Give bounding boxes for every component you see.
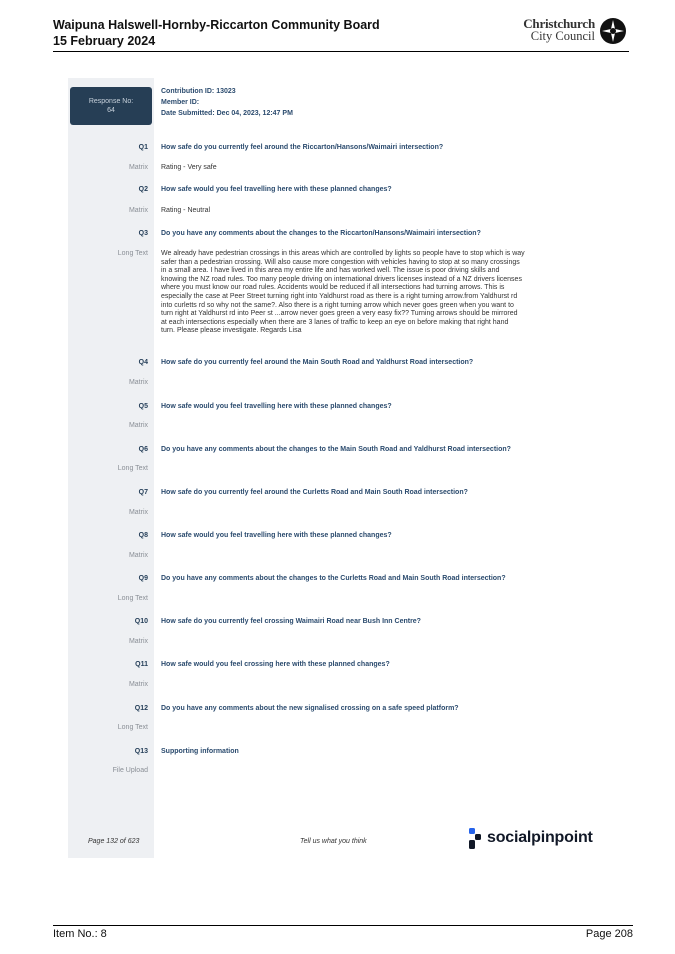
answer-line: turn. Please please investigate. Regards Lisa [161, 327, 302, 335]
question-text: Do you have any comments about the changes to the Riccarton/Hansons/Waimairi intersection? [161, 230, 481, 237]
page-footer [53, 925, 633, 942]
question-text: How safe would you feel crossing here with these planned changes? [161, 661, 390, 668]
socialpinpoint-logo [468, 827, 603, 851]
question-number: Q1 [138, 144, 148, 151]
response-label: Response No: [88, 98, 134, 105]
response-number: 64 [107, 107, 115, 114]
question-text: How safe do you currently feel around the Riccarton/Hansons/Waimairi intersection? [161, 144, 444, 151]
response-number-badge [70, 87, 152, 125]
question-number: Q8 [138, 532, 148, 539]
answer-type: Long Text [117, 595, 148, 602]
question-text: Supporting information [161, 748, 239, 755]
answer-line: knowing the NZ road rules. Too many people driving on international drivers licenses instead of a NZ drivers licenses [161, 275, 522, 283]
answer-value: Rating - Neutral [161, 207, 211, 214]
long-text-answer [161, 250, 591, 336]
answer-line: turn right at Yaldhurst rd into Peer st ...arrow never goes green a very easy fix?? Turning arrows should be mirrored [161, 310, 518, 318]
page-header [53, 15, 629, 52]
meeting-date: 15 February 2024 [53, 34, 156, 48]
page-number: Page 208 [585, 928, 633, 940]
answer-line: at each intersections especially when there are 3 lanes of traffic to keep an eye on before making that right hand [161, 318, 509, 326]
answer-type: File Upload [112, 767, 148, 774]
date-submitted-label: Date Submitted: [161, 109, 215, 117]
question-number: Q6 [138, 446, 148, 453]
council-emblem-icon [599, 17, 629, 45]
question-number: Q13 [134, 748, 148, 755]
question-text: Do you have any comments about the new signalised crossing on a safe speed platform? [161, 705, 459, 712]
answer-type: Long Text [117, 465, 148, 472]
logo-text-line1: Christchurch [523, 16, 595, 31]
question-number: Q5 [138, 403, 148, 410]
date-submitted-value: Dec 04, 2023, 12:47 PM [216, 109, 293, 117]
answer-line: especially the case at Peer Street turning right into Yaldhurst road as there is a right turning arrow.from Yaldhurst rd [161, 292, 518, 300]
answer-type: Long Text [117, 250, 148, 257]
answer-type: Matrix [128, 638, 148, 645]
question-text: How safe would you feel travelling here with these planned changes? [161, 532, 392, 539]
question-text: Do you have any comments about the changes to the Curletts Road and Main South Road intersection? [161, 575, 506, 582]
question-text: How safe do you currently feel crossing Waimairi Road near Bush Inn Centre? [161, 618, 421, 625]
report-tagline: Tell us what you think [300, 838, 367, 845]
answer-type: Matrix [128, 164, 148, 171]
question-text: How safe would you feel travelling here with these planned changes? [161, 186, 392, 193]
answer-value: Rating - Very safe [161, 164, 217, 171]
answer-type: Matrix [128, 207, 148, 214]
contribution-id-value: 13023 [216, 88, 236, 95]
question-number: Q2 [138, 186, 148, 193]
answer-type: Matrix [128, 509, 148, 516]
member-id-row [161, 98, 293, 109]
date-submitted-row [161, 109, 293, 120]
question-text: How safe do you currently feel around the Main South Road and Yaldhurst Road intersection? [161, 359, 474, 366]
question-number: Q9 [138, 575, 148, 582]
answer-type: Matrix [128, 681, 148, 688]
submission-meta [161, 87, 293, 119]
answer-type: Long Text [117, 724, 148, 731]
answer-line: where you must know our road rules. Accidents would be reduced if all intersections had turning arrows. This is [161, 284, 505, 292]
logo-text-line2: City Council [530, 29, 595, 43]
question-text: How safe would you feel travelling here with these planned changes? [161, 403, 392, 410]
christchurch-city-council-logo [517, 16, 629, 46]
contribution-id-row [161, 87, 293, 98]
answer-type: Matrix [128, 422, 148, 429]
socialpinpoint-icon [468, 828, 482, 850]
question-number: Q10 [134, 618, 148, 625]
report-page-number: Page 132 of 623 [88, 838, 140, 845]
question-number: Q3 [138, 230, 148, 237]
meeting-name: Waipuna Halswell-Hornby-Riccarton Community Board [53, 18, 380, 32]
answer-line: into curletts rd so why not the same?. Also there is a right turning arrow which never goes green when you want to [161, 301, 514, 309]
answer-type: Matrix [128, 552, 148, 559]
question-number: Q7 [138, 489, 148, 496]
answer-line: We already have pedestrian crossings in this areas which are controlled by lights so people have to stop which is way [161, 250, 525, 257]
answer-line: in a small area. I have lived in this area my entire life and has worked well. The issue is poor driving skills and [161, 267, 500, 275]
question-number: Q12 [134, 705, 148, 712]
question-text: How safe do you currently feel around the Curletts Road and Main South Road intersection? [161, 489, 468, 496]
member-id-label: Member ID: [161, 98, 200, 106]
item-number: Item No.: 8 [53, 928, 107, 940]
question-number: Q11 [135, 661, 148, 668]
socialpinpoint-wordmark: socialpinpoint [487, 829, 593, 846]
question-text: Do you have any comments about the changes to the Main South Road and Yaldhurst Road intersection? [161, 446, 511, 453]
document-title [53, 17, 380, 49]
submission-report [68, 78, 608, 858]
question-number: Q4 [138, 359, 148, 366]
answer-type: Matrix [128, 379, 148, 386]
contribution-id-label: Contribution ID: [161, 88, 215, 95]
answer-line: safer than a pedestrian crossing. Will also cause more congestion with vehicles having to stop at so many crossings [161, 258, 520, 266]
